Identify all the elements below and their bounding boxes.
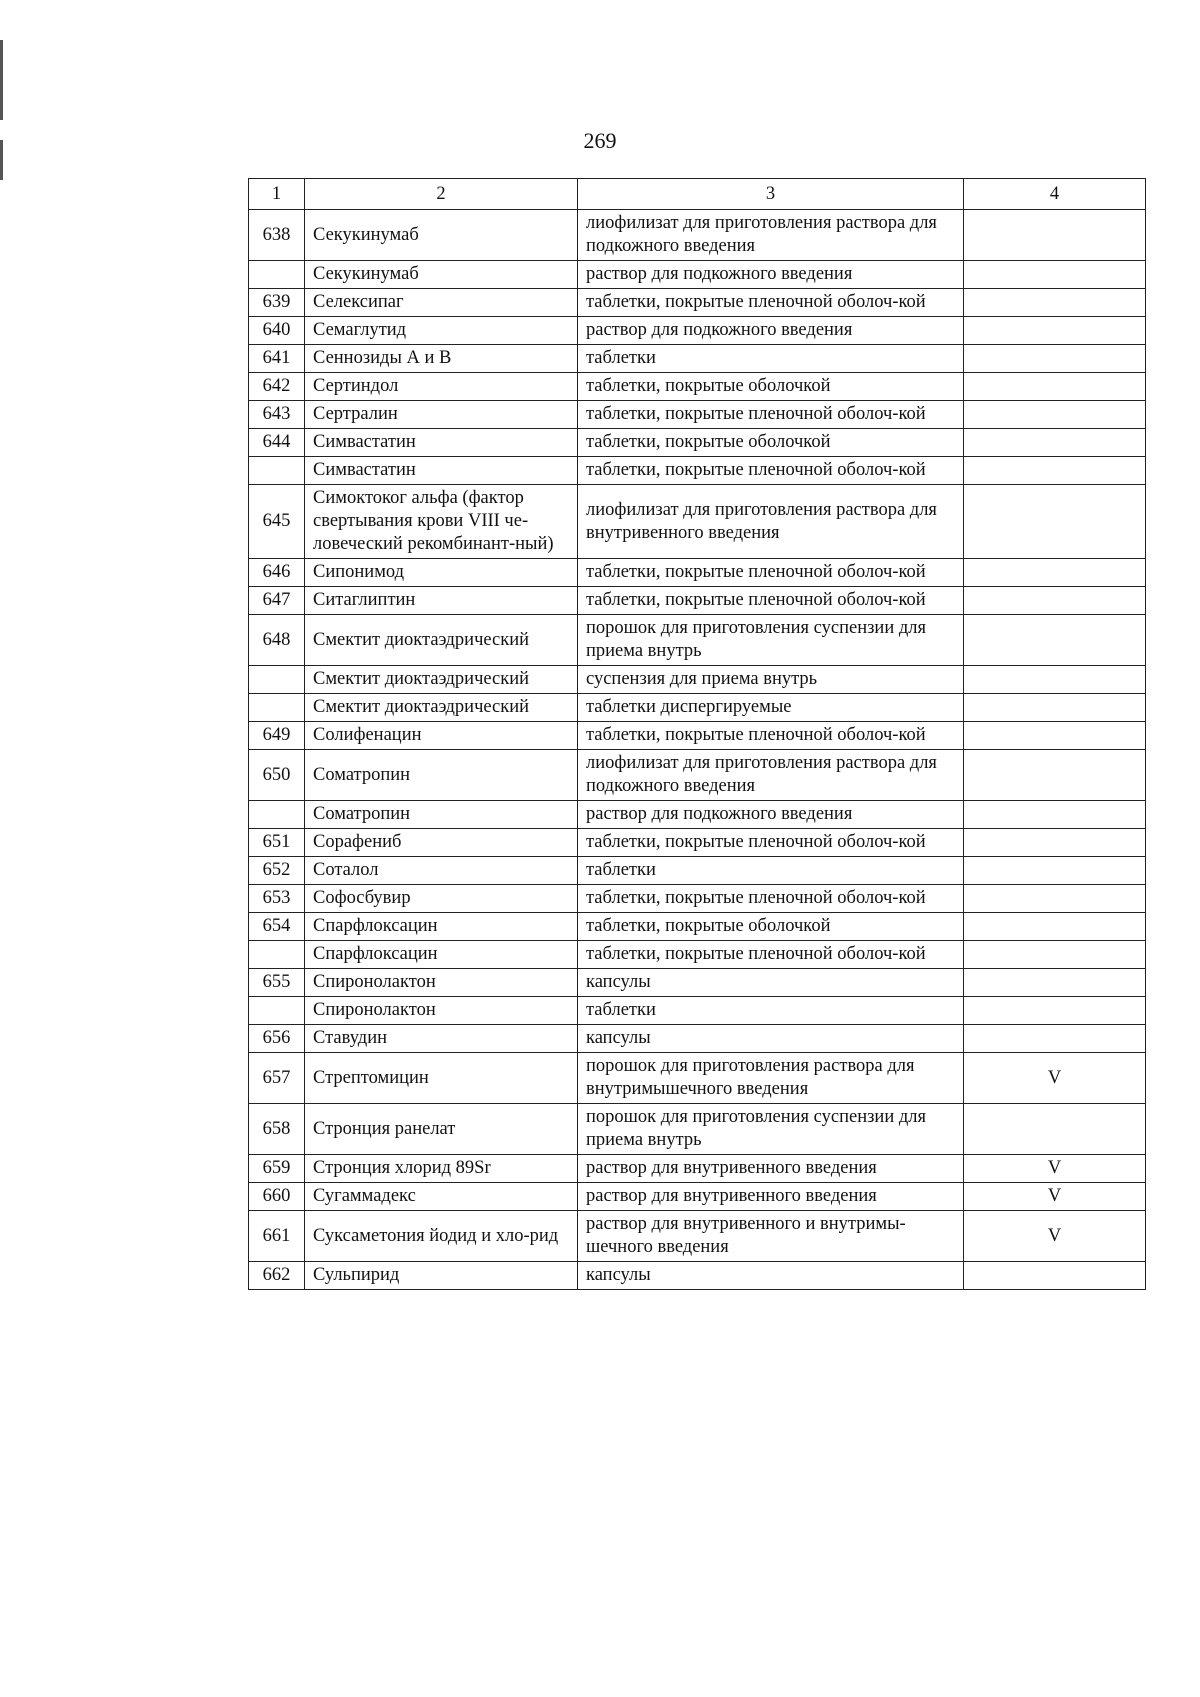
mark-cell [964, 345, 1146, 373]
table-row [249, 722, 1146, 750]
table-row [249, 1183, 1146, 1211]
row-number-cell: 641 [249, 345, 305, 373]
drug-name-cell: Смектит диоктаэдрический [305, 615, 578, 666]
table-row [249, 429, 1146, 457]
header-row [249, 179, 1146, 210]
row-number-cell: 639 [249, 289, 305, 317]
row-number-cell: 652 [249, 857, 305, 885]
column-header-name: 2 [305, 179, 578, 210]
table-row [249, 857, 1146, 885]
drug-name-cell: Спарфлоксацин [305, 913, 578, 941]
table-row [249, 1025, 1146, 1053]
drug-name-cell: Смектит диоктаэдрический [305, 694, 578, 722]
dosage-form-cell: таблетки, покрытые пленочной оболоч-кой [578, 559, 964, 587]
mark-cell [964, 857, 1146, 885]
dosage-form-cell: таблетки [578, 857, 964, 885]
row-number-cell: 654 [249, 913, 305, 941]
drug-name-cell: Суксаметония йодид и хло-рид [305, 1211, 578, 1262]
dosage-form-cell: раствор для подкожного введения [578, 261, 964, 289]
dosage-form-cell: капсулы [578, 969, 964, 997]
dosage-form-cell: раствор для внутривенного введения [578, 1155, 964, 1183]
mark-cell [964, 373, 1146, 401]
table-row [249, 485, 1146, 559]
drug-name-cell: Сульпирид [305, 1262, 578, 1290]
table-row [249, 615, 1146, 666]
row-number-cell: 661 [249, 1211, 305, 1262]
dosage-form-cell: таблетки диспергируемые [578, 694, 964, 722]
drug-name-cell: Сипонимод [305, 559, 578, 587]
drug-name-cell: Сорафениб [305, 829, 578, 857]
mark-cell: V [964, 1183, 1146, 1211]
dosage-form-cell: таблетки [578, 997, 964, 1025]
table-row [249, 694, 1146, 722]
row-number-cell: 653 [249, 885, 305, 913]
row-number-cell: 642 [249, 373, 305, 401]
drug-name-cell: Сертиндол [305, 373, 578, 401]
row-number-cell [249, 801, 305, 829]
drug-name-cell: Стрептомицин [305, 1053, 578, 1104]
mark-cell [964, 1262, 1146, 1290]
dosage-form-cell: таблетки, покрытые пленочной оболоч-кой [578, 722, 964, 750]
mark-cell [964, 1104, 1146, 1155]
table-row [249, 941, 1146, 969]
dosage-form-cell: порошок для приготовления суспензии для приема внутрь [578, 1104, 964, 1155]
dosage-form-cell: порошок для приготовления суспензии для приема внутрь [578, 615, 964, 666]
scan-edge-mark [0, 40, 3, 120]
table-row [249, 559, 1146, 587]
table-row [249, 345, 1146, 373]
mark-cell [964, 722, 1146, 750]
table-row [249, 750, 1146, 801]
row-number-cell: 656 [249, 1025, 305, 1053]
drug-name-cell: Солифенацин [305, 722, 578, 750]
row-number-cell [249, 694, 305, 722]
table-row [249, 1211, 1146, 1262]
dosage-form-cell: раствор для внутривенного введения [578, 1183, 964, 1211]
dosage-form-cell: лиофилизат для приготовления раствора для внутривенного введения [578, 485, 964, 559]
dosage-form-cell: раствор для подкожного введения [578, 801, 964, 829]
drug-name-cell: Симвастатин [305, 429, 578, 457]
mark-cell [964, 997, 1146, 1025]
drug-name-cell: Симвастатин [305, 457, 578, 485]
drug-name-cell: Стронция ранелат [305, 1104, 578, 1155]
mark-cell [964, 210, 1146, 261]
drug-name-cell: Ситаглиптин [305, 587, 578, 615]
mark-cell [964, 261, 1146, 289]
table-row [249, 1053, 1146, 1104]
row-number-cell: 658 [249, 1104, 305, 1155]
row-number-cell: 638 [249, 210, 305, 261]
row-number-cell: 659 [249, 1155, 305, 1183]
table-row [249, 261, 1146, 289]
dosage-form-cell: суспензия для приема внутрь [578, 666, 964, 694]
drug-name-cell: Семаглутид [305, 317, 578, 345]
drug-name-cell: Секукинумаб [305, 261, 578, 289]
dosage-form-cell: таблетки [578, 345, 964, 373]
table-row [249, 913, 1146, 941]
mark-cell: V [964, 1053, 1146, 1104]
row-number-cell: 648 [249, 615, 305, 666]
dosage-form-cell: таблетки, покрытые оболочкой [578, 429, 964, 457]
table-row [249, 666, 1146, 694]
drug-name-cell: Спиронолактон [305, 969, 578, 997]
mark-cell [964, 615, 1146, 666]
dosage-form-cell: таблетки, покрытые оболочкой [578, 373, 964, 401]
mark-cell [964, 401, 1146, 429]
mark-cell [964, 829, 1146, 857]
row-number-cell: 660 [249, 1183, 305, 1211]
table-row [249, 1262, 1146, 1290]
column-header-number: 1 [249, 179, 305, 210]
drug-name-cell: Селексипаг [305, 289, 578, 317]
table-row [249, 401, 1146, 429]
row-number-cell [249, 941, 305, 969]
mark-cell [964, 941, 1146, 969]
drug-name-cell: Смектит диоктаэдрический [305, 666, 578, 694]
table-row [249, 997, 1146, 1025]
mark-cell [964, 289, 1146, 317]
mark-cell [964, 694, 1146, 722]
medicines-table [248, 178, 1146, 1290]
drug-name-cell: Ставудин [305, 1025, 578, 1053]
table-row [249, 457, 1146, 485]
row-number-cell [249, 457, 305, 485]
dosage-form-cell: раствор для внутривенного и внутримы-шечного введения [578, 1211, 964, 1262]
table-body [249, 210, 1146, 1290]
drug-name-cell: Софосбувир [305, 885, 578, 913]
row-number-cell [249, 997, 305, 1025]
mark-cell [964, 485, 1146, 559]
row-number-cell: 655 [249, 969, 305, 997]
mark-cell: V [964, 1211, 1146, 1262]
table-row [249, 373, 1146, 401]
mark-cell [964, 801, 1146, 829]
row-number-cell [249, 666, 305, 694]
drug-name-cell: Спиронолактон [305, 997, 578, 1025]
table-row [249, 885, 1146, 913]
row-number-cell: 657 [249, 1053, 305, 1104]
row-number-cell: 650 [249, 750, 305, 801]
dosage-form-cell: таблетки, покрытые пленочной оболоч-кой [578, 401, 964, 429]
mark-cell [964, 885, 1146, 913]
drug-name-cell: Секукинумаб [305, 210, 578, 261]
dosage-form-cell: таблетки, покрытые оболочкой [578, 913, 964, 941]
row-number-cell: 645 [249, 485, 305, 559]
table-row [249, 289, 1146, 317]
dosage-form-cell: таблетки, покрытые пленочной оболоч-кой [578, 941, 964, 969]
mark-cell [964, 317, 1146, 345]
table-row [249, 587, 1146, 615]
drug-name-cell: Стронция хлорид 89Sr [305, 1155, 578, 1183]
drug-name-cell: Сертралин [305, 401, 578, 429]
mark-cell: V [964, 1155, 1146, 1183]
mark-cell [964, 457, 1146, 485]
row-number-cell: 649 [249, 722, 305, 750]
mark-cell [964, 969, 1146, 997]
row-number-cell [249, 261, 305, 289]
mark-cell [964, 666, 1146, 694]
dosage-form-cell: таблетки, покрытые пленочной оболоч-кой [578, 289, 964, 317]
table-row [249, 1104, 1146, 1155]
table-row [249, 210, 1146, 261]
table-row [249, 969, 1146, 997]
row-number-cell: 651 [249, 829, 305, 857]
drug-name-cell: Соталол [305, 857, 578, 885]
column-header-mark: 4 [964, 179, 1146, 210]
row-number-cell: 646 [249, 559, 305, 587]
mark-cell [964, 750, 1146, 801]
dosage-form-cell: капсулы [578, 1025, 964, 1053]
row-number-cell: 643 [249, 401, 305, 429]
page-number: 269 [583, 128, 617, 153]
drug-name-cell: Симоктоког альфа (фактор свертывания крови VIII че-ловеческий рекомбинант-ный) [305, 485, 578, 559]
row-number-cell: 647 [249, 587, 305, 615]
drug-name-cell: Сугаммадекс [305, 1183, 578, 1211]
dosage-form-cell: таблетки, покрытые пленочной оболоч-кой [578, 829, 964, 857]
dosage-form-cell: таблетки, покрытые пленочной оболоч-кой [578, 457, 964, 485]
mark-cell [964, 587, 1146, 615]
dosage-form-cell: капсулы [578, 1262, 964, 1290]
mark-cell [964, 429, 1146, 457]
table-row [249, 317, 1146, 345]
dosage-form-cell: лиофилизат для приготовления раствора для подкожного введения [578, 210, 964, 261]
mark-cell [964, 913, 1146, 941]
table-row [249, 1155, 1146, 1183]
dosage-form-cell: раствор для подкожного введения [578, 317, 964, 345]
table-row [249, 829, 1146, 857]
dosage-form-cell: таблетки, покрытые пленочной оболоч-кой [578, 885, 964, 913]
row-number-cell: 640 [249, 317, 305, 345]
drug-name-cell: Сеннозиды А и В [305, 345, 578, 373]
row-number-cell: 662 [249, 1262, 305, 1290]
drug-name-cell: Соматропин [305, 801, 578, 829]
mark-cell [964, 1025, 1146, 1053]
column-header-form: 3 [578, 179, 964, 210]
row-number-cell: 644 [249, 429, 305, 457]
mark-cell [964, 559, 1146, 587]
drug-name-cell: Соматропин [305, 750, 578, 801]
drug-name-cell: Спарфлоксацин [305, 941, 578, 969]
dosage-form-cell: таблетки, покрытые пленочной оболоч-кой [578, 587, 964, 615]
dosage-form-cell: порошок для приготовления раствора для внутримышечного введения [578, 1053, 964, 1104]
dosage-form-cell: лиофилизат для приготовления раствора для подкожного введения [578, 750, 964, 801]
table-row [249, 801, 1146, 829]
